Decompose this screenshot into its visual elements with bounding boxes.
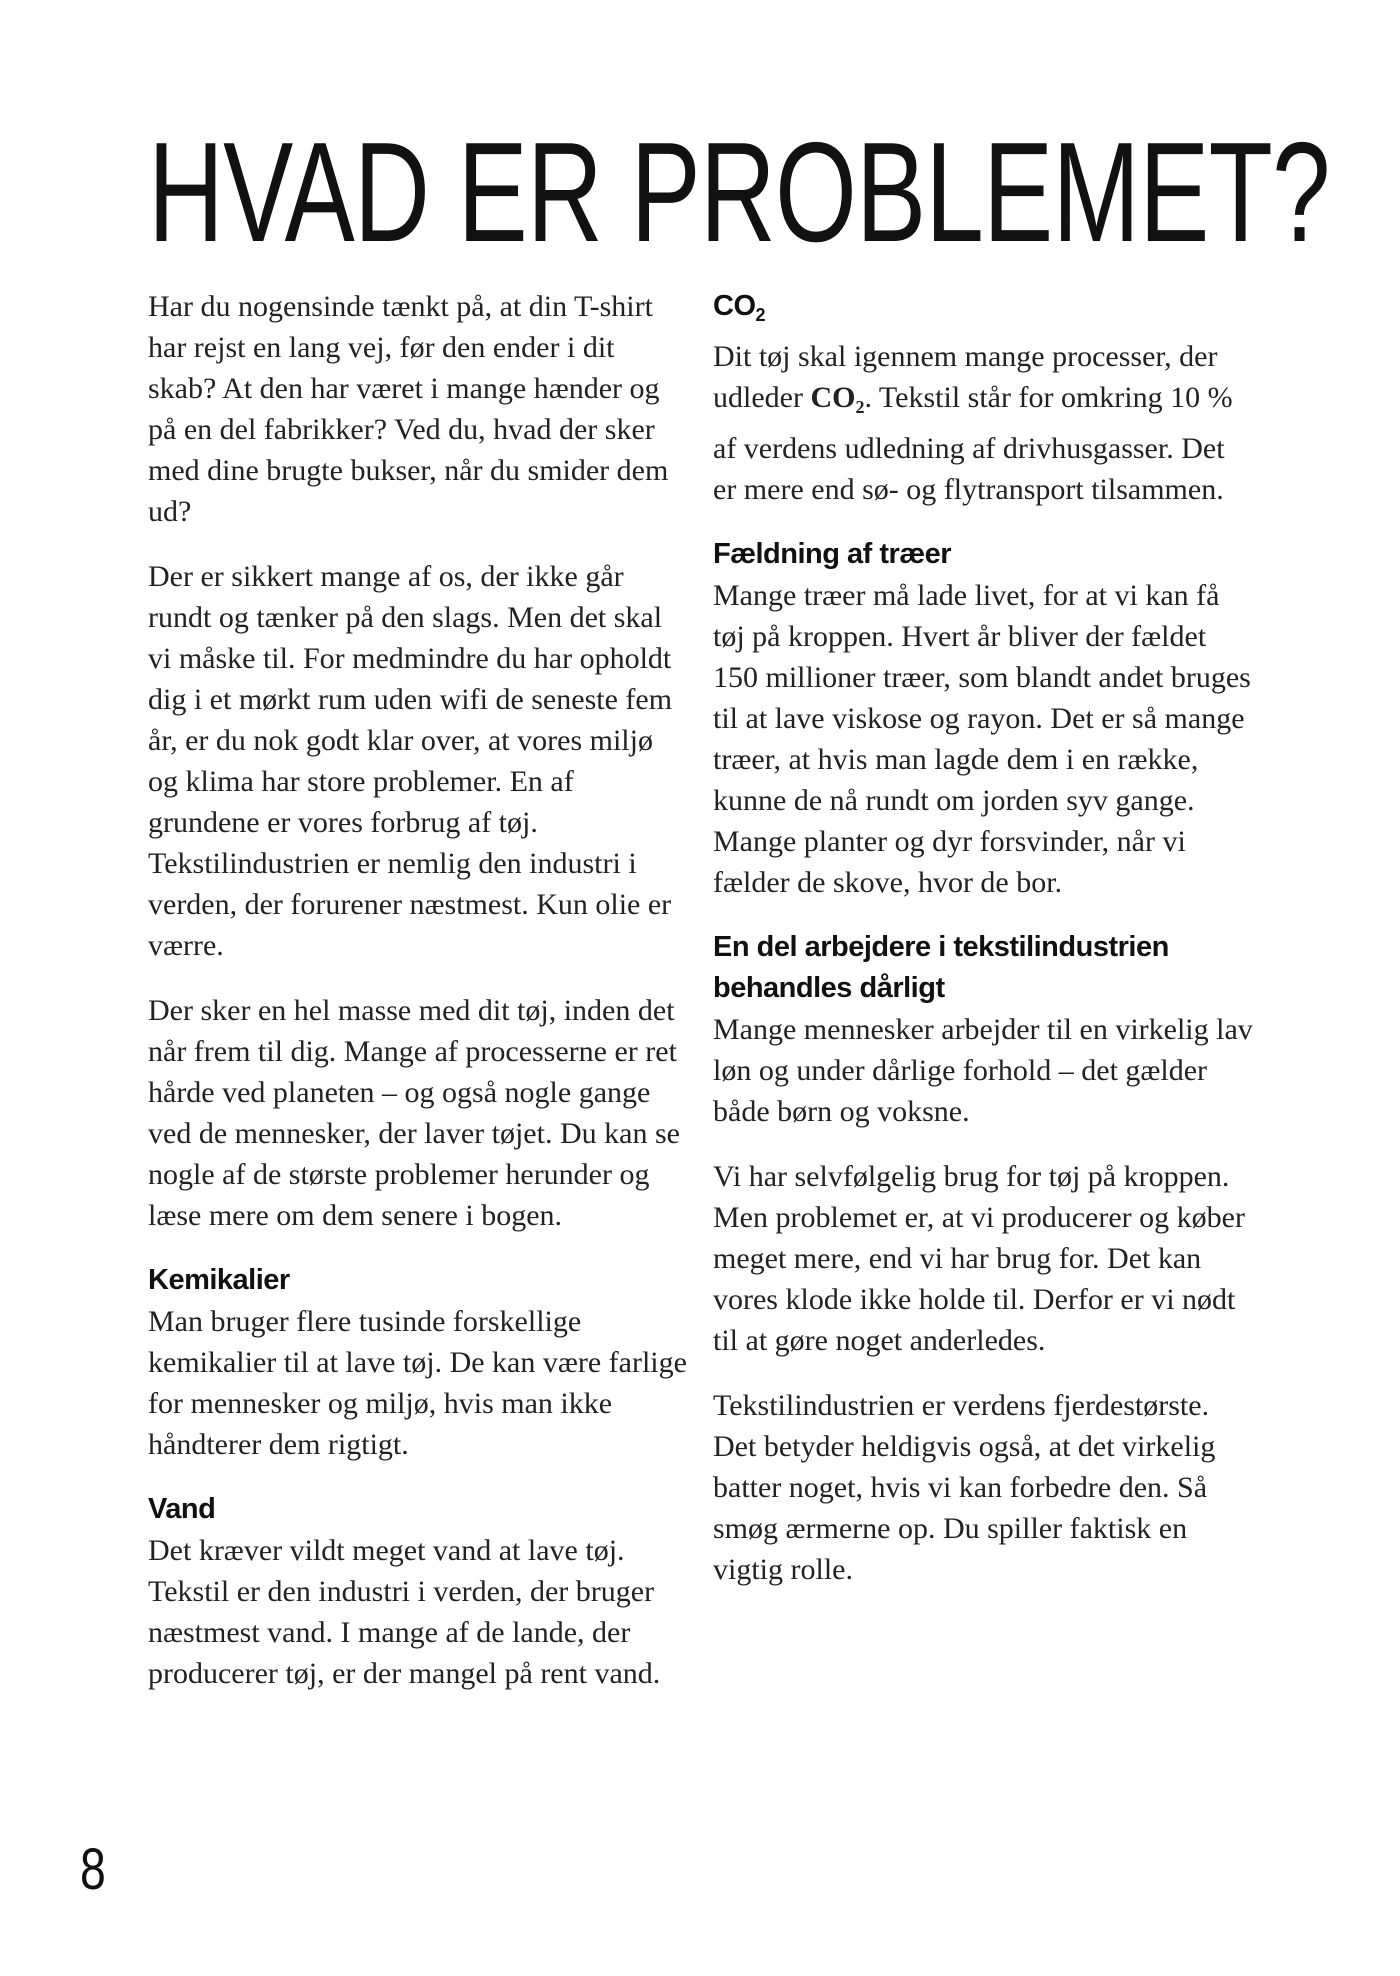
left-column [148, 286, 688, 1718]
faeldning-text: Mange træer må lade livet, for at vi kan få tøj på kroppen. Hvert år bliver der fældet 150 millioner træer, som blandt andet bruges til at lave viskose og rayon. Det er så mange træer, at hvis man lagde dem i en række, kunne de nå rundt om jorden syv gange. Mange planter og dyr forsvinder, når vi fælder de skove, hvor de bor. [713, 579, 1251, 899]
intro-paragraph-1: Har du nogensinde tænkt på, at din T-shirt har rejst en lang vej, før den ender i dit skab? At den har været i mange hænder og på en del fabrikker? Ved du, hvad der sker med dine brugte bukser, når du smider dem ud? [148, 290, 669, 528]
intro-paragraph-2: Der er sikkert mange af os, der ikke går rundt og tænker på den slags. Men det skal vi måske til. For medmindre du har opholdt dig i et mørkt rum uden wifi de seneste fem år, er du nok godt klar over, at vores miljø og klima har store problemer. En af grundene er vores forbrug af tøj. Tekstilindustrien er nemlig den industri i verden, der forurener næstmest. Kun olie er værre. [148, 560, 673, 962]
co2-inline-subscript: 2 [855, 397, 865, 417]
outro-paragraph-2: Tekstilindustrien er verdens fjerdestørste. Det betyder heldigvis også, at det virkelig batter noget, hvis vi kan forbedre den. Så smøg ærmerne op. Du spiller faktisk en vigtig rolle. [713, 1389, 1216, 1586]
outro-paragraph-1: Vi har selvfølgelig brug for tøj på kroppen. Men problemet er, at vi producerer og køber meget mere, end vi har brug for. Det kan vores klode ikke holde til. Derfor er vi nødt til at gøre noget anderledes. [713, 1160, 1245, 1357]
co2-text [713, 336, 1253, 510]
kemikalier-text: Man bruger flere tusinde forskellige kemikalier til at lave tøj. De kan være farlige for mennesker og miljø, hvis man ikke håndterer dem rigtigt. [148, 1305, 687, 1461]
vand-heading: Vand [148, 1493, 216, 1525]
co2-text-after: . Tekstil står for omkring 10 % af verdens udledning af drivhusgasser. Det er mere end sø- og flytransport tilsammen. [713, 381, 1233, 506]
co2-heading-main: CO [713, 290, 756, 322]
arbejdere-heading: En del arbejdere i tekstilindustrien behandles dårligt [713, 931, 1169, 1004]
kemikalier-heading: Kemikalier [148, 1264, 290, 1296]
co2-inline-formula [810, 381, 865, 417]
vand-text: Det kræver vildt meget vand at lave tøj. Tekstil er den industri i verden, der bruger næstmest vand. I mange af de lande, der producerer tøj, er der mangel på rent vand. [148, 1534, 661, 1690]
faeldning-heading: Fældning af træer [713, 538, 952, 570]
right-column [713, 286, 1253, 1614]
co2-inline-main: CO [810, 381, 856, 414]
co2-text-before: Dit tøj skal igennem mange processer, der udleder [713, 340, 1218, 414]
co2-heading [713, 286, 1253, 336]
intro-paragraph-3: Der sker en hel masse med dit tøj, inden det når frem til dig. Mange af processerne er ret hårde ved planeten – og også nogle gange ved de mennesker, der laver tøjet. Du kan se nogle af de største problemer herunder og læse mere om dem senere i bogen. [148, 994, 680, 1232]
co2-heading-subscript: 2 [755, 305, 766, 325]
arbejdere-text: Mange mennesker arbejder til en virkelig lav løn og under dårlige forhold – det gælder både børn og voksne. [713, 1013, 1253, 1128]
page-number: 8 [80, 1837, 106, 1902]
page-title: HVAD ER PROBLEMET? [148, 113, 1330, 272]
